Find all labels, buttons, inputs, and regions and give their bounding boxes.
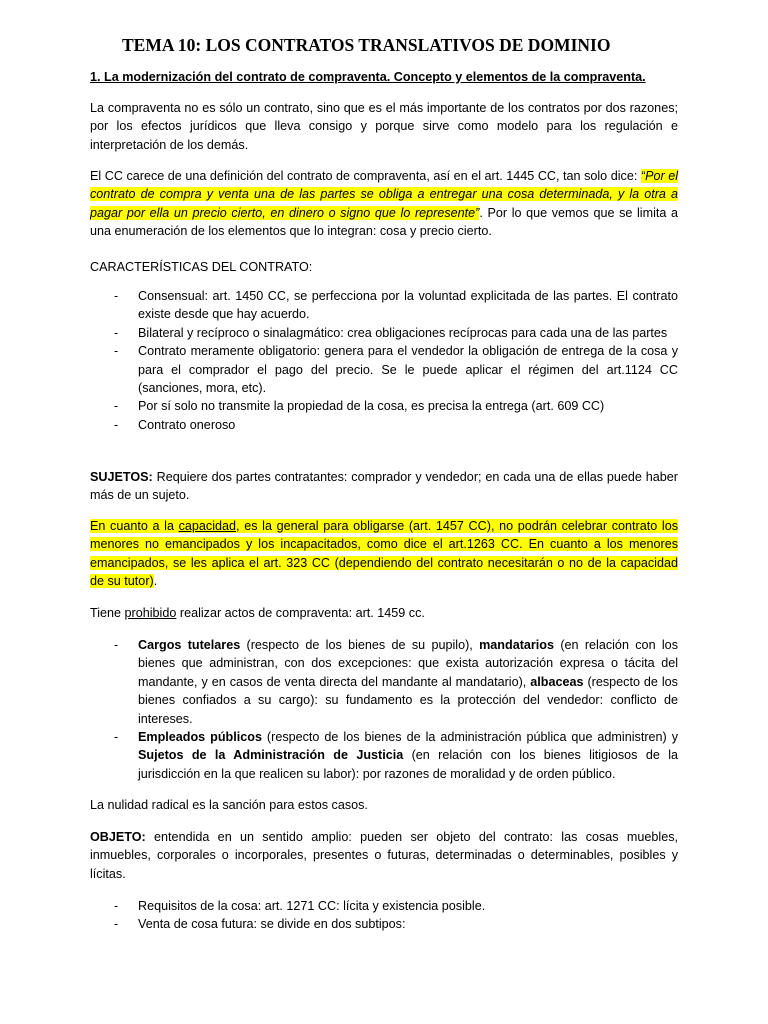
list-item (90, 897, 678, 915)
list-item-text: (respecto de los bienes de la administración pública que administren) y (261, 730, 678, 745)
dash-bullet: - (114, 289, 119, 303)
characteristics-heading: CARACTERÍSTICAS DEL CONTRATO: (90, 260, 313, 274)
paragraph-intro: La compraventa no es sólo un contrato, sino que es el más importante de los contratos por dos razones; por los efectos jurídicos que lleva consigo y porque sirve como modelo para los regulación e interpretación de los demás. (90, 101, 678, 152)
list-item (90, 324, 678, 342)
list-item-text: Consensual: art. 1450 CC, se perfecciona por la voluntad explicitada de las partes. El contrato existe desde que hay acuerdo. (138, 289, 678, 322)
open-quote: “ (640, 169, 646, 183)
bold-term: mandatarios (479, 638, 554, 652)
paragraph-definition (90, 167, 678, 241)
requisitos-list (90, 897, 678, 934)
list-item-text: Contrato meramente obligatorio: genera para el vendedor la obligación de entrega de la cosa y para el comprador el pago del precio. Se le puede aplicar el régimen del art.1124 CC (sanciones, mora, etc). (138, 344, 678, 396)
dash-bullet: - (114, 917, 119, 932)
list-item-text: Bilateral y recíproco o sinalagmático: crea obligaciones recíprocas para cada una de las partes (138, 325, 668, 340)
list-item-text: Requisitos de la cosa: art. 1271 CC: lícita y existencia posible. (138, 899, 486, 913)
bold-term: Empleados públicos (138, 730, 262, 745)
list-item (90, 416, 678, 434)
definition-text-after: . Por lo que vemos que se limita a una enumeración de los elementos que lo integran: cosa y precio cierto. (90, 205, 678, 239)
prohibido-underlined: prohibido (124, 606, 177, 620)
paragraph-prohibido (90, 604, 678, 622)
dash-bullet: - (114, 730, 119, 745)
bold-term: Sujetos de la Administración de Justicia (138, 748, 404, 763)
list-item-text: (en relación con los bienes litigiosos de la jurisdicción en la que realicen su labor): por razones de moralidad y de orden público. (138, 748, 678, 781)
list-item (90, 287, 678, 324)
objeto-text: entendida en un sentido amplio: pueden ser objeto del contrato: las cosas muebles, inmuebles, corporales o incorporales, presentes o futuras, determinadas o determinables, posibles y lícitas. (90, 830, 678, 881)
bold-term: Cargos tutelares (138, 638, 241, 652)
list-item (90, 342, 678, 397)
capacidad-underlined: capacidad (178, 519, 237, 533)
document-title: TEMA 10: LOS CONTRATOS TRANSLATIVOS DE DOMINIO (122, 35, 611, 55)
paragraph-capacidad (90, 517, 678, 591)
list-item (90, 397, 678, 415)
characteristics-list (90, 287, 678, 434)
dash-bullet: - (114, 344, 119, 359)
list-item-text: Por sí solo no transmite la propiedad de la cosa, es precisa la entrega (art. 609 CC) (138, 399, 605, 414)
list-item-text: Contrato oneroso (138, 417, 236, 432)
dash-bullet: - (114, 899, 119, 913)
capacidad-text-cont: , es la general para obligarse (art. 1457 CC), no podrán celebrar contrato los menores no emancipados y los incapacitados, como dice el art.1263 CC. En cuanto a los menores emancipados, se les aplica el art. 323 CC (dependiendo del contrato necesitarán o no de la capacidad de su tutor) (90, 519, 678, 589)
paragraph-nulidad: La nulidad radical es la sanción para estos casos. (90, 798, 368, 812)
dash-bullet: - (114, 417, 119, 432)
sujetos-text: Requiere dos partes contratantes: comprador y vendedor; en cada una de ellas puede haber más de un sujeto. (90, 470, 678, 503)
dash-bullet: - (114, 399, 119, 414)
prohibido-text: Tiene (90, 606, 125, 620)
bold-term: albaceas (530, 674, 584, 689)
paragraph-objeto (90, 828, 678, 883)
dash-bullet: - (114, 638, 119, 652)
list-item-text: (respecto de los bienes de su pupilo), (240, 638, 480, 652)
list-item (90, 636, 678, 728)
prohibido-text-cont: realizar actos de compraventa: art. 1459 cc. (176, 606, 425, 620)
dash-bullet: - (114, 325, 119, 340)
paragraph-sujetos (90, 468, 678, 505)
list-item (90, 728, 678, 783)
capacidad-text: En cuanto a la (90, 519, 179, 533)
prohibidos-list (90, 636, 678, 783)
list-item (90, 915, 678, 933)
list-item-text: (en relación con los bienes que administran, con dos excepciones: que exista autorización expresa o tácita del mandante, y en casos de venta directa del mandante al mandatario), (138, 638, 678, 689)
definition-text: El CC carece de una definición del contrato de compraventa, así en el art. 1445 CC, tan solo dice: (90, 169, 641, 183)
list-item-text: Venta de cosa futura: se divide en dos subtipos: (138, 917, 406, 932)
sujetos-label: SUJETOS: (90, 470, 153, 484)
section-heading: 1. La modernización del contrato de compraventa. Concepto y elementos de la compraventa. (90, 70, 646, 84)
highlighted-quote: Por el contrato de compra y venta una de las partes se obliga a entregar una cosa determinada, y la otra a pagar por ella un precio cierto, en dinero o signo que lo represente” (90, 169, 678, 220)
capacidad-period: . (153, 574, 158, 589)
list-item-text: (respecto de los bienes confiados a su cargo): su fundamento es la protección del vendedor: conflicto de intereses. (138, 674, 678, 726)
objeto-label: OBJETO: (90, 830, 146, 844)
